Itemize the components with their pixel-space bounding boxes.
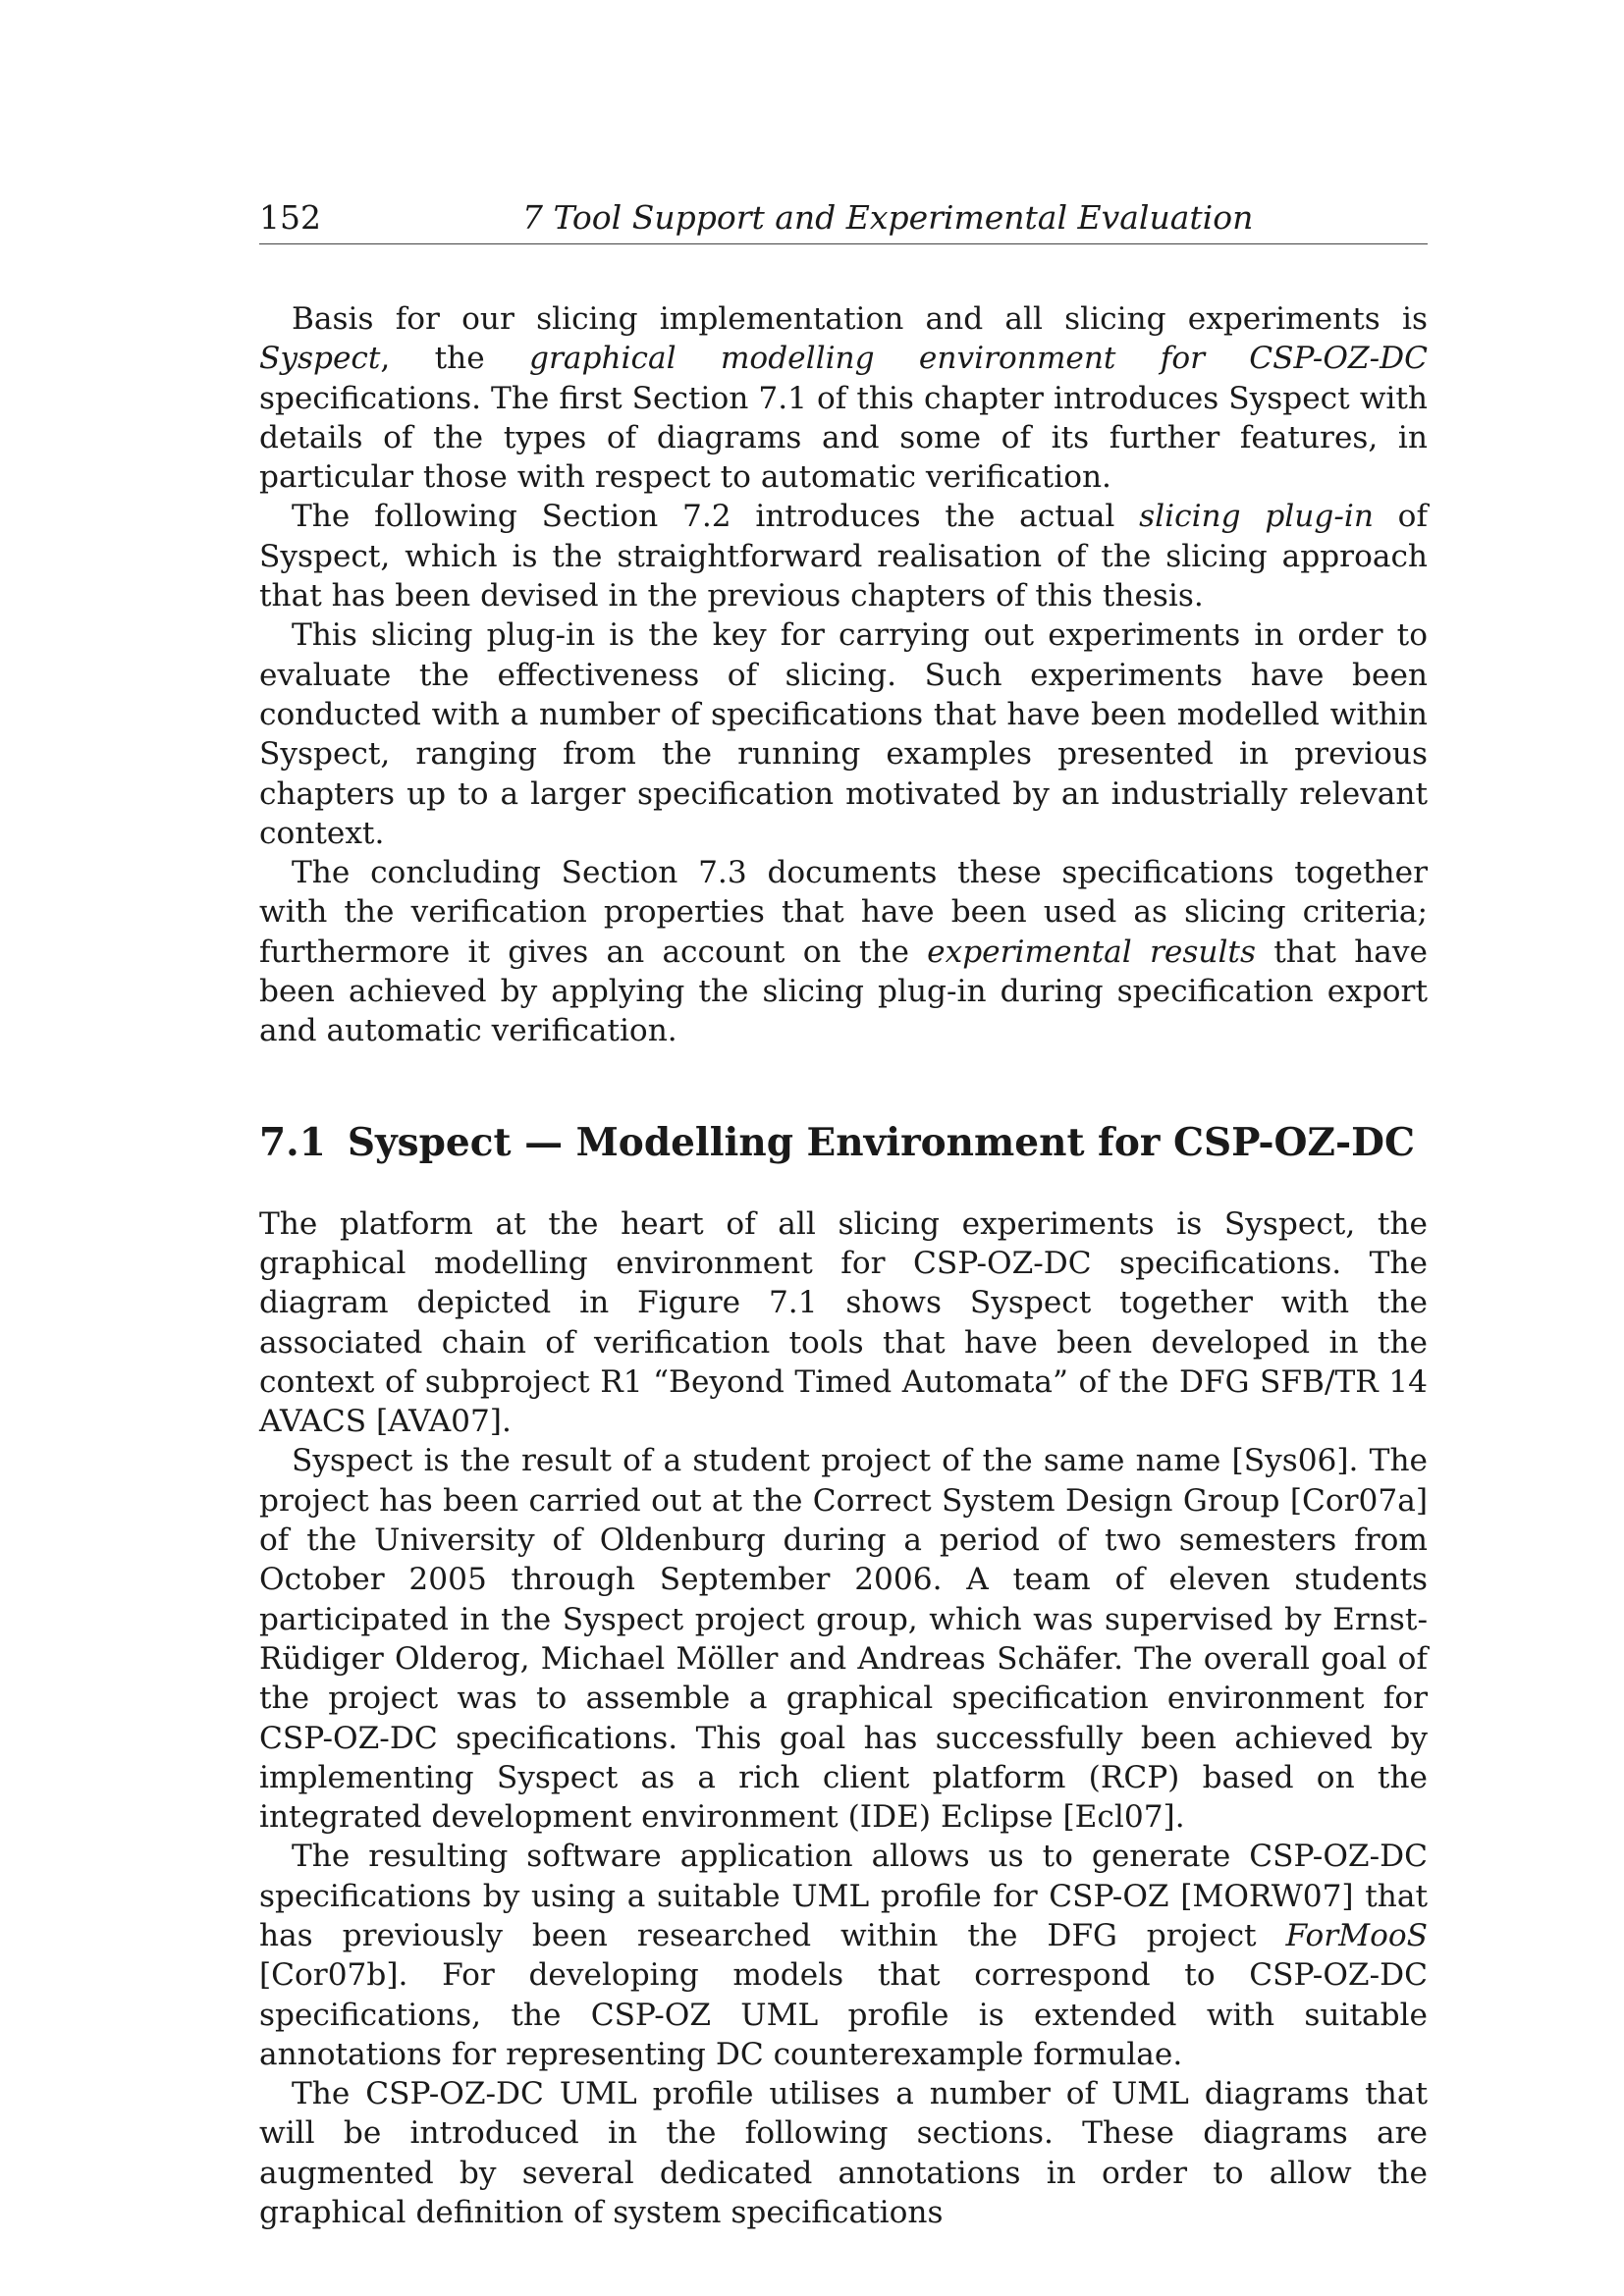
- intro-p2-text-c: of Syspect, which is the straightforward realisation of the slicing approach that has been devised in the previous chapters of this thesis.: [259, 499, 1429, 614]
- section-heading: [259, 1118, 1428, 1167]
- intro-p1-text-e: specifications. The first Section 7.1 of this chapter introduces Syspect with details of the types of diagrams and some of its further features, in particular those with respect to automatic verification.: [259, 380, 1428, 496]
- intro-p4-text-c: that have been achieved by applying the slicing plug-in during specification export and automatic verification.: [259, 934, 1428, 1049]
- intro-paragraph-3: This slicing plug-in is the key for carrying out experiments in order to evaluate the effectiveness of slicing. Such experiments have been conducted with a number of specifications that have been modelled within Syspect, ranging from the running examples presented in previous chapters up to a larger specification motivated by an industrially relevant context.: [259, 617, 1428, 851]
- intro-p1-emphasis-environment: graphical modelling environment for CSP-OZ-DC: [529, 341, 1428, 377]
- running-head: [259, 194, 1428, 244]
- intro-p4-emphasis-results: experimental results: [927, 934, 1256, 970]
- page-number: 152: [259, 198, 321, 237]
- section-paragraph-4: The CSP-OZ-DC UML profile utilises a number of UML diagrams that will be introduced in the following sections. These diagrams are augmented by several dedicated annotations in order to allow the graphical definition of system specifications: [259, 2076, 1428, 2231]
- section-p3-text-a: The resulting software application allows us to generate CSP-OZ-DC specifications by using a suitable UML profile for CSP-OZ [MORW07] that has previously been researched within the DFG project: [259, 1839, 1428, 1953]
- section-p3-text-c: [Cor07b]. For developing models that correspond to CSP-OZ-DC specifications, the CSP-OZ UML profile is extended with suitable annotations for representing DC counterexample formulae.: [259, 1957, 1428, 2072]
- intro-p1-text-c: , the: [380, 341, 530, 377]
- section-p3-emphasis-formoos: ForMooS: [1285, 1917, 1428, 1953]
- page-body: [259, 299, 1428, 2232]
- intro-p2-text-a: The following Section 7.2 introduces the actual: [292, 499, 1140, 535]
- intro-p1-text-a: Basis for our slicing implementation and all slicing experiments is: [292, 301, 1428, 337]
- chapter-title: 7 Tool Support and Experimental Evaluation: [522, 198, 1254, 237]
- intro-paragraph-2: [259, 497, 1428, 615]
- intro-p2-emphasis-plugin: slicing plug-in: [1139, 499, 1374, 535]
- section-paragraph-3: [259, 1837, 1428, 2074]
- intro-p1-emphasis-syspect: Syspect: [259, 341, 381, 377]
- intro-paragraph-1: [259, 299, 1428, 497]
- section-number: 7.1: [259, 1119, 326, 1165]
- intro-p4-text-a: The concluding Section 7.3 documents these specifications together with the verification properties that have been used as slicing criteria; furthermore it gives an account on the: [259, 855, 1428, 970]
- intro-paragraph-4: [259, 853, 1428, 1050]
- section-title: Syspect — Modelling Environment for CSP-OZ-DC: [347, 1119, 1416, 1165]
- section-paragraph-2: Syspect is the result of a student project of the same name [Sys06]. The project has been carried out at the Correct System Design Group [Cor07a] of the University of Oldenburg during a period of two semesters from October 2005 through September 2006. A team of eleven students participated in the Syspect project group, which was supervised by Ernst-Rüdiger Olderog, Michael Möller and Andreas Schäfer. The overall goal of the project was to assemble a graphical specification environment for CSP-OZ-DC specifications. This goal has successfully been achieved by implementing Syspect as a rich client platform (RCP) based on the integrated development environment (IDE) Eclipse [Ecl07].: [259, 1443, 1428, 1836]
- section-paragraph-1: The platform at the heart of all slicing experiments is Syspect, the graphical modelling environment for CSP-OZ-DC specifications. The diagram depicted in Figure 7.1 shows Syspect together with the associated chain of verification tools that have been developed in the context of subproject R1 “Beyond Timed Automata” of the DFG SFB/TR 14 AVACS [AVA07].: [259, 1205, 1428, 1440]
